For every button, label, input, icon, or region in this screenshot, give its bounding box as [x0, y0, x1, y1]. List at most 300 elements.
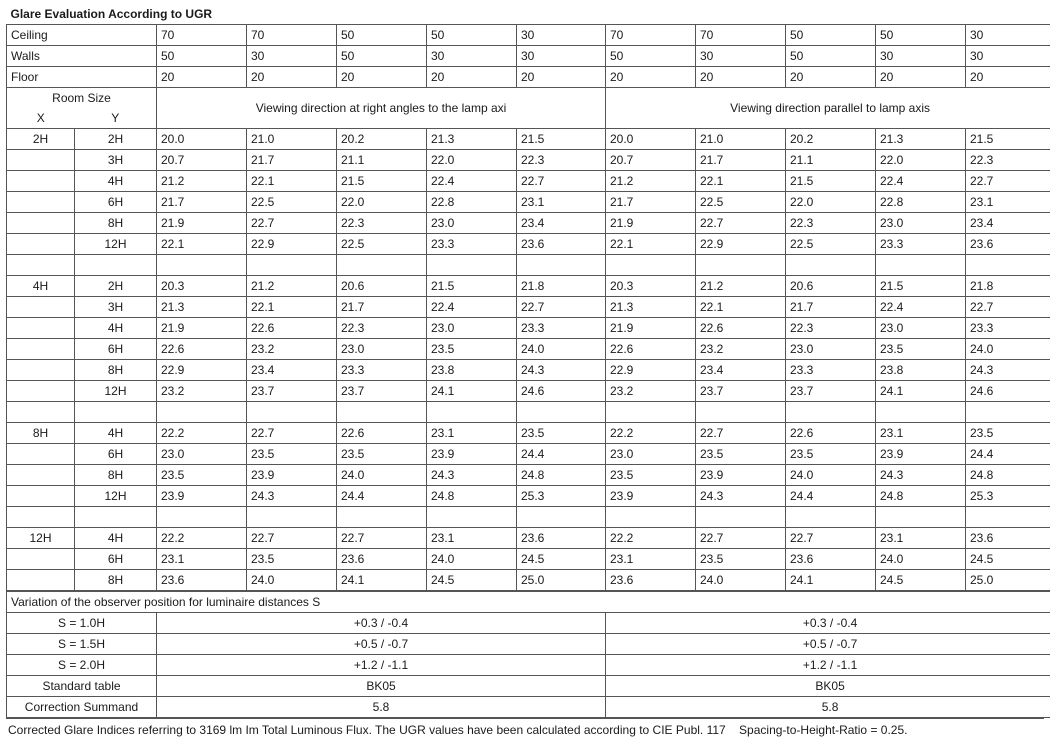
ugr-value-right-angles: 23.1 [157, 549, 247, 570]
ugr-value-right-angles: 21.8 [517, 276, 606, 297]
ugr-value-parallel: 23.0 [606, 444, 696, 465]
reflectance-value: 30 [876, 46, 966, 67]
ugr-value-right-angles: 23.1 [517, 192, 606, 213]
reflectance-value: 30 [966, 46, 1050, 67]
ugr-value-right-angles: 20.2 [337, 129, 427, 150]
spacer-cell [157, 402, 247, 423]
variation-value-parallel: +1.2 / -1.1 [606, 655, 1050, 676]
ugr-value-right-angles: 23.3 [517, 318, 606, 339]
x-value [7, 171, 75, 192]
ugr-value-parallel: 22.1 [696, 171, 786, 192]
table-row [7, 486, 1050, 507]
ugr-value-parallel: 23.3 [876, 234, 966, 255]
ugr-value-right-angles: 23.8 [427, 360, 517, 381]
ugr-value-right-angles: 22.7 [247, 528, 337, 549]
ugr-value-parallel: 22.7 [966, 297, 1050, 318]
ugr-value-right-angles: 21.5 [427, 276, 517, 297]
ugr-value-right-angles: 23.5 [157, 465, 247, 486]
ugr-value-right-angles: 23.1 [427, 423, 517, 444]
ugr-value-parallel: 21.2 [696, 276, 786, 297]
x-value [7, 339, 75, 360]
direction-right-angles-header: Viewing direction at right angles to the lamp axi [157, 88, 606, 129]
ugr-value-right-angles: 21.2 [247, 276, 337, 297]
reflectance-value: 20 [427, 67, 517, 88]
ugr-value-right-angles: 23.0 [337, 339, 427, 360]
ugr-value-right-angles: 22.6 [247, 318, 337, 339]
ugr-value-right-angles: 22.0 [337, 192, 427, 213]
variation-value-parallel: +0.3 / -0.4 [606, 613, 1050, 634]
ugr-value-parallel: 20.6 [786, 276, 876, 297]
ugr-value-parallel: 22.8 [876, 192, 966, 213]
room-size-title: Room Size [7, 88, 157, 109]
group-spacer [7, 402, 1050, 423]
ugr-value-parallel: 23.0 [876, 318, 966, 339]
correction-summand-value-parallel: 5.8 [606, 697, 1050, 718]
ugr-value-parallel: 21.8 [966, 276, 1050, 297]
ugr-value-parallel: 22.6 [786, 423, 876, 444]
ugr-value-right-angles: 20.6 [337, 276, 427, 297]
spacer-cell [786, 507, 876, 528]
variation-label: S = 2.0H [7, 655, 157, 676]
reflectance-value: 30 [517, 46, 606, 67]
ugr-value-parallel: 21.5 [966, 129, 1050, 150]
reflectance-value: 20 [517, 67, 606, 88]
table-row [7, 465, 1050, 486]
spacer-cell [337, 507, 427, 528]
reflectance-value: 50 [337, 46, 427, 67]
ugr-value-right-angles: 21.5 [517, 129, 606, 150]
x-value: 8H [7, 423, 75, 444]
reflectance-value: 50 [606, 46, 696, 67]
ugr-value-parallel: 21.5 [786, 171, 876, 192]
ugr-value-parallel: 22.2 [606, 528, 696, 549]
table-row [7, 192, 1050, 213]
ugr-value-right-angles: 24.1 [337, 570, 427, 591]
ugr-value-parallel: 23.5 [966, 423, 1050, 444]
table-row [7, 444, 1050, 465]
spacer-cell [157, 507, 247, 528]
spacer-cell [247, 402, 337, 423]
ugr-value-parallel: 22.4 [876, 171, 966, 192]
ugr-value-right-angles: 23.9 [157, 486, 247, 507]
y-value: 12H [75, 486, 157, 507]
reflectance-value: 20 [247, 67, 337, 88]
ugr-value-parallel: 24.8 [966, 465, 1050, 486]
standard-table-label: Standard table [7, 676, 157, 697]
table-row [7, 171, 1050, 192]
x-value [7, 192, 75, 213]
ugr-value-right-angles: 24.8 [427, 486, 517, 507]
reflectance-row [7, 25, 1050, 46]
ugr-value-right-angles: 23.9 [247, 465, 337, 486]
ugr-value-right-angles: 22.7 [247, 213, 337, 234]
x-value [7, 360, 75, 381]
ugr-value-right-angles: 22.7 [247, 423, 337, 444]
y-value: 6H [75, 444, 157, 465]
reflectance-row [7, 67, 1050, 88]
ugr-value-parallel: 24.1 [786, 570, 876, 591]
reflectance-value: 70 [157, 25, 247, 46]
variation-label: S = 1.5H [7, 634, 157, 655]
ugr-value-parallel: 21.7 [606, 192, 696, 213]
ugr-value-parallel: 22.1 [606, 234, 696, 255]
reflectance-value: 50 [876, 25, 966, 46]
reflectance-label: Walls [7, 46, 157, 67]
y-value: 8H [75, 213, 157, 234]
table-row [7, 549, 1050, 570]
reflectance-value: 20 [337, 67, 427, 88]
ugr-value-parallel: 24.0 [966, 339, 1050, 360]
ugr-value-right-angles: 21.9 [157, 213, 247, 234]
ugr-value-right-angles: 22.1 [157, 234, 247, 255]
y-value: 8H [75, 570, 157, 591]
ugr-value-parallel: 20.2 [786, 129, 876, 150]
ugr-value-parallel: 22.7 [786, 528, 876, 549]
ugr-value-right-angles: 25.0 [517, 570, 606, 591]
table-row [7, 276, 1050, 297]
ugr-value-right-angles: 23.6 [517, 234, 606, 255]
y-value: 8H [75, 360, 157, 381]
ugr-value-right-angles: 22.9 [247, 234, 337, 255]
reflectance-value: 20 [876, 67, 966, 88]
ugr-value-right-angles: 23.1 [427, 528, 517, 549]
ugr-value-right-angles: 23.6 [517, 528, 606, 549]
ugr-value-parallel: 20.7 [606, 150, 696, 171]
reflectance-row [7, 46, 1050, 67]
ugr-value-right-angles: 24.3 [427, 465, 517, 486]
table-row [7, 528, 1050, 549]
variation-value-parallel: +0.5 / -0.7 [606, 634, 1050, 655]
reflectance-label: Floor [7, 67, 157, 88]
y-value: 12H [75, 381, 157, 402]
ugr-value-parallel: 23.6 [966, 234, 1050, 255]
ugr-value-parallel: 23.5 [606, 465, 696, 486]
reflectance-value: 70 [696, 25, 786, 46]
spacer-cell [7, 402, 75, 423]
table-row [7, 213, 1050, 234]
spacer-cell [966, 255, 1050, 276]
ugr-value-right-angles: 24.3 [517, 360, 606, 381]
y-value: 8H [75, 465, 157, 486]
spacer-cell [606, 402, 696, 423]
ugr-value-parallel: 24.3 [876, 465, 966, 486]
spacer-cell [337, 255, 427, 276]
y-header: Y [75, 108, 157, 129]
spacer-cell [337, 402, 427, 423]
variation-row [7, 655, 1050, 676]
spacer-cell [876, 255, 966, 276]
ugr-value-right-angles: 22.6 [157, 339, 247, 360]
y-value: 6H [75, 192, 157, 213]
variation-label: S = 1.0H [7, 613, 157, 634]
ugr-value-parallel: 21.2 [606, 171, 696, 192]
y-value: 3H [75, 150, 157, 171]
ugr-value-parallel: 22.0 [786, 192, 876, 213]
correction-summand-row [7, 697, 1050, 718]
ugr-value-parallel: 24.3 [696, 486, 786, 507]
spacer-cell [876, 402, 966, 423]
reflectance-value: 30 [517, 25, 606, 46]
ugr-value-parallel: 22.3 [966, 150, 1050, 171]
reflectance-value: 20 [606, 67, 696, 88]
table-row [7, 423, 1050, 444]
spacer-cell [517, 255, 606, 276]
ugr-value-parallel: 23.1 [876, 423, 966, 444]
ugr-value-right-angles: 21.0 [247, 129, 337, 150]
ugr-value-right-angles: 22.2 [157, 528, 247, 549]
ugr-value-parallel: 24.4 [966, 444, 1050, 465]
table-row [7, 318, 1050, 339]
spacer-cell [7, 507, 75, 528]
reflectance-value: 20 [696, 67, 786, 88]
ugr-value-parallel: 24.5 [876, 570, 966, 591]
spacer-cell [427, 402, 517, 423]
spacer-cell [427, 255, 517, 276]
ugr-value-parallel: 22.3 [786, 213, 876, 234]
ugr-value-right-angles: 21.1 [337, 150, 427, 171]
table-row [7, 381, 1050, 402]
group-spacer [7, 255, 1050, 276]
ugr-value-parallel: 23.1 [966, 192, 1050, 213]
table-row [7, 339, 1050, 360]
ugr-value-right-angles: 23.0 [427, 213, 517, 234]
ugr-value-right-angles: 22.3 [337, 213, 427, 234]
ugr-value-right-angles: 23.9 [427, 444, 517, 465]
table-row [7, 129, 1050, 150]
ugr-value-right-angles: 23.0 [157, 444, 247, 465]
spacer-cell [876, 507, 966, 528]
spacer-cell [75, 507, 157, 528]
ugr-value-right-angles: 20.0 [157, 129, 247, 150]
y-value: 4H [75, 171, 157, 192]
spacer-cell [7, 255, 75, 276]
ugr-value-right-angles: 21.7 [337, 297, 427, 318]
ugr-value-right-angles: 24.5 [517, 549, 606, 570]
ugr-value-right-angles: 22.4 [427, 297, 517, 318]
ugr-value-parallel: 23.7 [786, 381, 876, 402]
x-value [7, 465, 75, 486]
ugr-value-parallel: 24.6 [966, 381, 1050, 402]
reflectance-value: 30 [427, 46, 517, 67]
ugr-value-parallel: 24.4 [786, 486, 876, 507]
spacer-cell [427, 507, 517, 528]
footer-text: Corrected Glare Indices referring to 3169 lm Im Total Luminous Flux. The UGR values have been calculated according to CIE Publ. 117 [8, 723, 726, 737]
x-value [7, 570, 75, 591]
ugr-value-right-angles: 23.0 [427, 318, 517, 339]
x-header: X [7, 108, 75, 129]
ugr-value-right-angles: 22.7 [517, 171, 606, 192]
table-row [7, 360, 1050, 381]
ugr-value-parallel: 23.4 [696, 360, 786, 381]
table-row [7, 570, 1050, 591]
x-value [7, 549, 75, 570]
x-value [7, 486, 75, 507]
ugr-value-parallel: 21.3 [876, 129, 966, 150]
spacer-cell [247, 255, 337, 276]
y-value: 2H [75, 129, 157, 150]
ugr-value-right-angles: 22.5 [247, 192, 337, 213]
correction-summand-value-right-angles: 5.8 [157, 697, 606, 718]
standard-table-row [7, 676, 1050, 697]
ugr-value-right-angles: 21.3 [157, 297, 247, 318]
reflectance-label: Ceiling [7, 25, 157, 46]
ugr-value-right-angles: 21.9 [157, 318, 247, 339]
spacer-cell [786, 402, 876, 423]
ugr-value-right-angles: 23.4 [247, 360, 337, 381]
ugr-value-parallel: 22.6 [696, 318, 786, 339]
ugr-value-right-angles: 22.6 [337, 423, 427, 444]
x-value [7, 150, 75, 171]
spacer-cell [157, 255, 247, 276]
spacer-cell [517, 402, 606, 423]
ugr-value-right-angles: 21.3 [427, 129, 517, 150]
ugr-value-right-angles: 24.0 [247, 570, 337, 591]
spacer-cell [966, 402, 1050, 423]
y-value: 6H [75, 549, 157, 570]
ugr-value-parallel: 22.5 [696, 192, 786, 213]
variation-title: Variation of the observer position for luminaire distances S [7, 592, 1050, 613]
ugr-value-right-angles: 23.6 [337, 549, 427, 570]
ugr-value-parallel: 22.7 [696, 528, 786, 549]
ugr-value-right-angles: 22.4 [427, 171, 517, 192]
ugr-value-parallel: 22.7 [696, 423, 786, 444]
ugr-value-right-angles: 22.1 [247, 297, 337, 318]
correction-summand-label: Correction Summand [7, 697, 157, 718]
ugr-value-right-angles: 23.7 [247, 381, 337, 402]
reflectance-value: 50 [157, 46, 247, 67]
ugr-value-right-angles: 24.0 [337, 465, 427, 486]
footer-note [6, 718, 1044, 738]
ugr-value-parallel: 23.0 [786, 339, 876, 360]
spacer-cell [606, 255, 696, 276]
ugr-value-right-angles: 23.6 [157, 570, 247, 591]
ugr-value-right-angles: 23.3 [427, 234, 517, 255]
ugr-value-parallel: 23.2 [606, 381, 696, 402]
ugr-value-right-angles: 23.5 [427, 339, 517, 360]
ugr-value-parallel: 22.7 [966, 171, 1050, 192]
ugr-value-parallel: 23.3 [966, 318, 1050, 339]
ugr-value-parallel: 23.9 [696, 465, 786, 486]
ugr-value-parallel: 20.0 [606, 129, 696, 150]
ugr-value-right-angles: 20.7 [157, 150, 247, 171]
ugr-value-parallel: 22.6 [606, 339, 696, 360]
ugr-value-right-angles: 22.2 [157, 423, 247, 444]
ugr-value-parallel: 22.7 [696, 213, 786, 234]
ugr-value-parallel: 24.8 [876, 486, 966, 507]
variation-title-row [7, 592, 1050, 613]
ugr-value-parallel: 23.5 [876, 339, 966, 360]
reflectance-value: 30 [966, 25, 1050, 46]
footer-spacing: Spacing-to-Height-Ratio = 0.25. [739, 723, 908, 737]
reflectance-value: 70 [247, 25, 337, 46]
ugr-value-parallel: 23.3 [786, 360, 876, 381]
ugr-value-parallel: 23.4 [966, 213, 1050, 234]
x-value [7, 234, 75, 255]
ugr-value-parallel: 23.8 [876, 360, 966, 381]
y-value: 6H [75, 339, 157, 360]
ugr-value-right-angles: 25.3 [517, 486, 606, 507]
spacer-cell [696, 255, 786, 276]
ugr-value-parallel: 22.9 [606, 360, 696, 381]
spacer-cell [966, 507, 1050, 528]
ugr-value-parallel: 23.5 [696, 444, 786, 465]
reflectance-value: 30 [247, 46, 337, 67]
x-value [7, 297, 75, 318]
spacer-cell [75, 402, 157, 423]
ugr-value-parallel: 22.9 [696, 234, 786, 255]
ugr-value-right-angles: 23.2 [247, 339, 337, 360]
ugr-value-parallel: 23.6 [786, 549, 876, 570]
ugr-value-right-angles: 23.5 [247, 444, 337, 465]
reflectance-value: 50 [337, 25, 427, 46]
ugr-value-parallel: 21.7 [696, 150, 786, 171]
group-spacer [7, 507, 1050, 528]
ugr-value-parallel: 22.5 [786, 234, 876, 255]
spacer-cell [696, 507, 786, 528]
ugr-value-parallel: 23.6 [966, 528, 1050, 549]
y-value: 4H [75, 423, 157, 444]
ugr-value-right-angles: 22.7 [517, 297, 606, 318]
ugr-value-parallel: 22.1 [696, 297, 786, 318]
spacer-cell [786, 255, 876, 276]
ugr-value-right-angles: 21.7 [157, 192, 247, 213]
variation-value-right-angles: +0.5 / -0.7 [157, 634, 606, 655]
ugr-value-right-angles: 24.5 [427, 570, 517, 591]
standard-table-value-right-angles: BK05 [157, 676, 606, 697]
standard-table-value-parallel: BK05 [606, 676, 1050, 697]
spacer-cell [517, 507, 606, 528]
ugr-value-parallel: 23.0 [876, 213, 966, 234]
ugr-value-parallel: 21.1 [786, 150, 876, 171]
ugr-value-parallel: 21.9 [606, 213, 696, 234]
ugr-value-right-angles: 22.7 [337, 528, 427, 549]
ugr-value-parallel: 22.0 [876, 150, 966, 171]
ugr-value-parallel: 20.3 [606, 276, 696, 297]
ugr-value-parallel: 23.6 [606, 570, 696, 591]
table-row [7, 150, 1050, 171]
ugr-value-parallel: 25.0 [966, 570, 1050, 591]
variation-row [7, 613, 1050, 634]
ugr-value-right-angles: 22.3 [517, 150, 606, 171]
reflectance-value: 70 [606, 25, 696, 46]
ugr-value-parallel: 24.1 [876, 381, 966, 402]
reflectance-value: 20 [157, 67, 247, 88]
x-value: 2H [7, 129, 75, 150]
ugr-value-parallel: 23.2 [696, 339, 786, 360]
ugr-value-right-angles: 23.5 [247, 549, 337, 570]
ugr-value-right-angles: 22.5 [337, 234, 427, 255]
ugr-value-right-angles: 22.0 [427, 150, 517, 171]
ugr-table-body [7, 4, 1050, 718]
ugr-value-right-angles: 21.2 [157, 171, 247, 192]
ugr-value-parallel: 23.1 [606, 549, 696, 570]
x-value [7, 318, 75, 339]
ugr-value-right-angles: 20.3 [157, 276, 247, 297]
ugr-table [6, 4, 1050, 718]
ugr-value-parallel: 23.1 [876, 528, 966, 549]
ugr-value-parallel: 21.0 [696, 129, 786, 150]
title-row [7, 4, 1050, 25]
y-value: 3H [75, 297, 157, 318]
reflectance-value: 50 [786, 46, 876, 67]
reflectance-value: 50 [427, 25, 517, 46]
ugr-value-parallel: 21.7 [786, 297, 876, 318]
ugr-value-right-angles: 24.8 [517, 465, 606, 486]
ugr-value-parallel: 22.4 [876, 297, 966, 318]
table-row [7, 234, 1050, 255]
ugr-value-parallel: 22.3 [786, 318, 876, 339]
x-value [7, 444, 75, 465]
